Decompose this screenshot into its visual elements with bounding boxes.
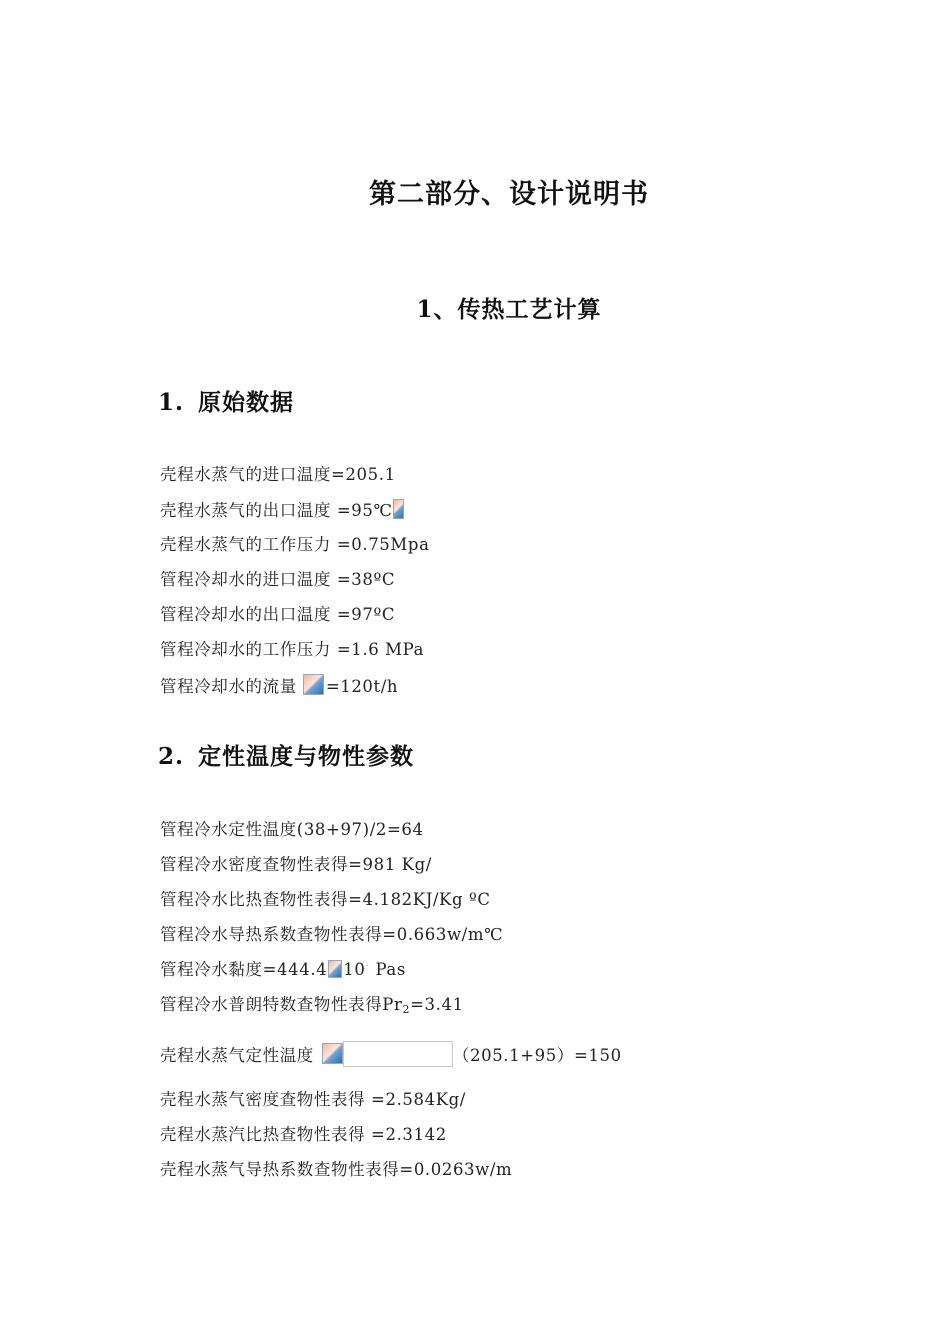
text-line: 管程冷却水的进口温度 =38ºC (160, 570, 396, 589)
section-label: 原始数据 (198, 389, 295, 416)
section-heading-2 (158, 738, 414, 771)
text-content: （205.1+95）=150 (452, 1046, 622, 1065)
text-line (160, 994, 464, 1021)
text-line: 管程冷水定性温度(38+97)/2=64 (160, 820, 424, 839)
text-line: 壳程水蒸气的进口温度=205.1 (160, 465, 396, 484)
section-label: 定性温度与物性参数 (198, 743, 415, 770)
text-line (160, 674, 398, 698)
text-line (160, 959, 406, 981)
section-heading-1 (158, 384, 294, 417)
text-line: 管程冷却水的出口温度 =97ºC (160, 605, 396, 624)
formula-image-icon (303, 674, 324, 695)
text-line: 管程冷却水的工作压力 =1.6 MPa (160, 640, 425, 659)
exponent-mark: ⁻ (365, 964, 370, 971)
text-content: =3.41 (410, 995, 464, 1014)
text-line: 壳程水蒸汽比热查物性表得 =2.3142 (160, 1125, 447, 1144)
text-line: 壳程水蒸气的工作压力 =0.75Mpa (160, 535, 430, 554)
text-content: 10 (343, 960, 366, 979)
broken-image-icon (328, 960, 342, 978)
text-line: 壳程水蒸气密度查物性表得 =2.584Kg/ (160, 1090, 466, 1109)
text-line (160, 1041, 622, 1067)
part-title: 第二部分、设计说明书 (369, 179, 649, 210)
formula-frame (343, 1041, 453, 1067)
text-content: 壳程水蒸气定性温度 (160, 1046, 314, 1065)
broken-image-icon (393, 499, 404, 519)
text-content: Pas (375, 960, 406, 979)
text-content: 管程冷却水的流量 (160, 677, 297, 696)
section-number: 2. (158, 743, 185, 770)
text-line: 壳程水蒸气导热系数查物性表得=0.0263w/m (160, 1160, 513, 1179)
subscript: 2 (402, 1003, 411, 1016)
text-line: 管程冷水导热系数查物性表得=0.663w/m℃ (160, 925, 504, 944)
section-number: 1. (158, 389, 185, 416)
text-line: 管程冷水比热查物性表得=4.182KJ/Kg ºC (160, 890, 491, 909)
text-line: 管程冷水密度查物性表得=981 Kg/ (160, 855, 432, 874)
text-content: 管程冷水黏度=444.4 (160, 960, 328, 979)
chapter-title: 1、传热工艺计算 (416, 296, 602, 323)
text-content: =120t/h (325, 677, 399, 696)
formula-image-icon (322, 1043, 343, 1064)
text-content: 壳程水蒸气的出口温度 =95℃ (160, 501, 393, 520)
text-line (160, 499, 404, 522)
text-content: 管程冷水普朗特数查物性表得Pr (160, 995, 403, 1014)
